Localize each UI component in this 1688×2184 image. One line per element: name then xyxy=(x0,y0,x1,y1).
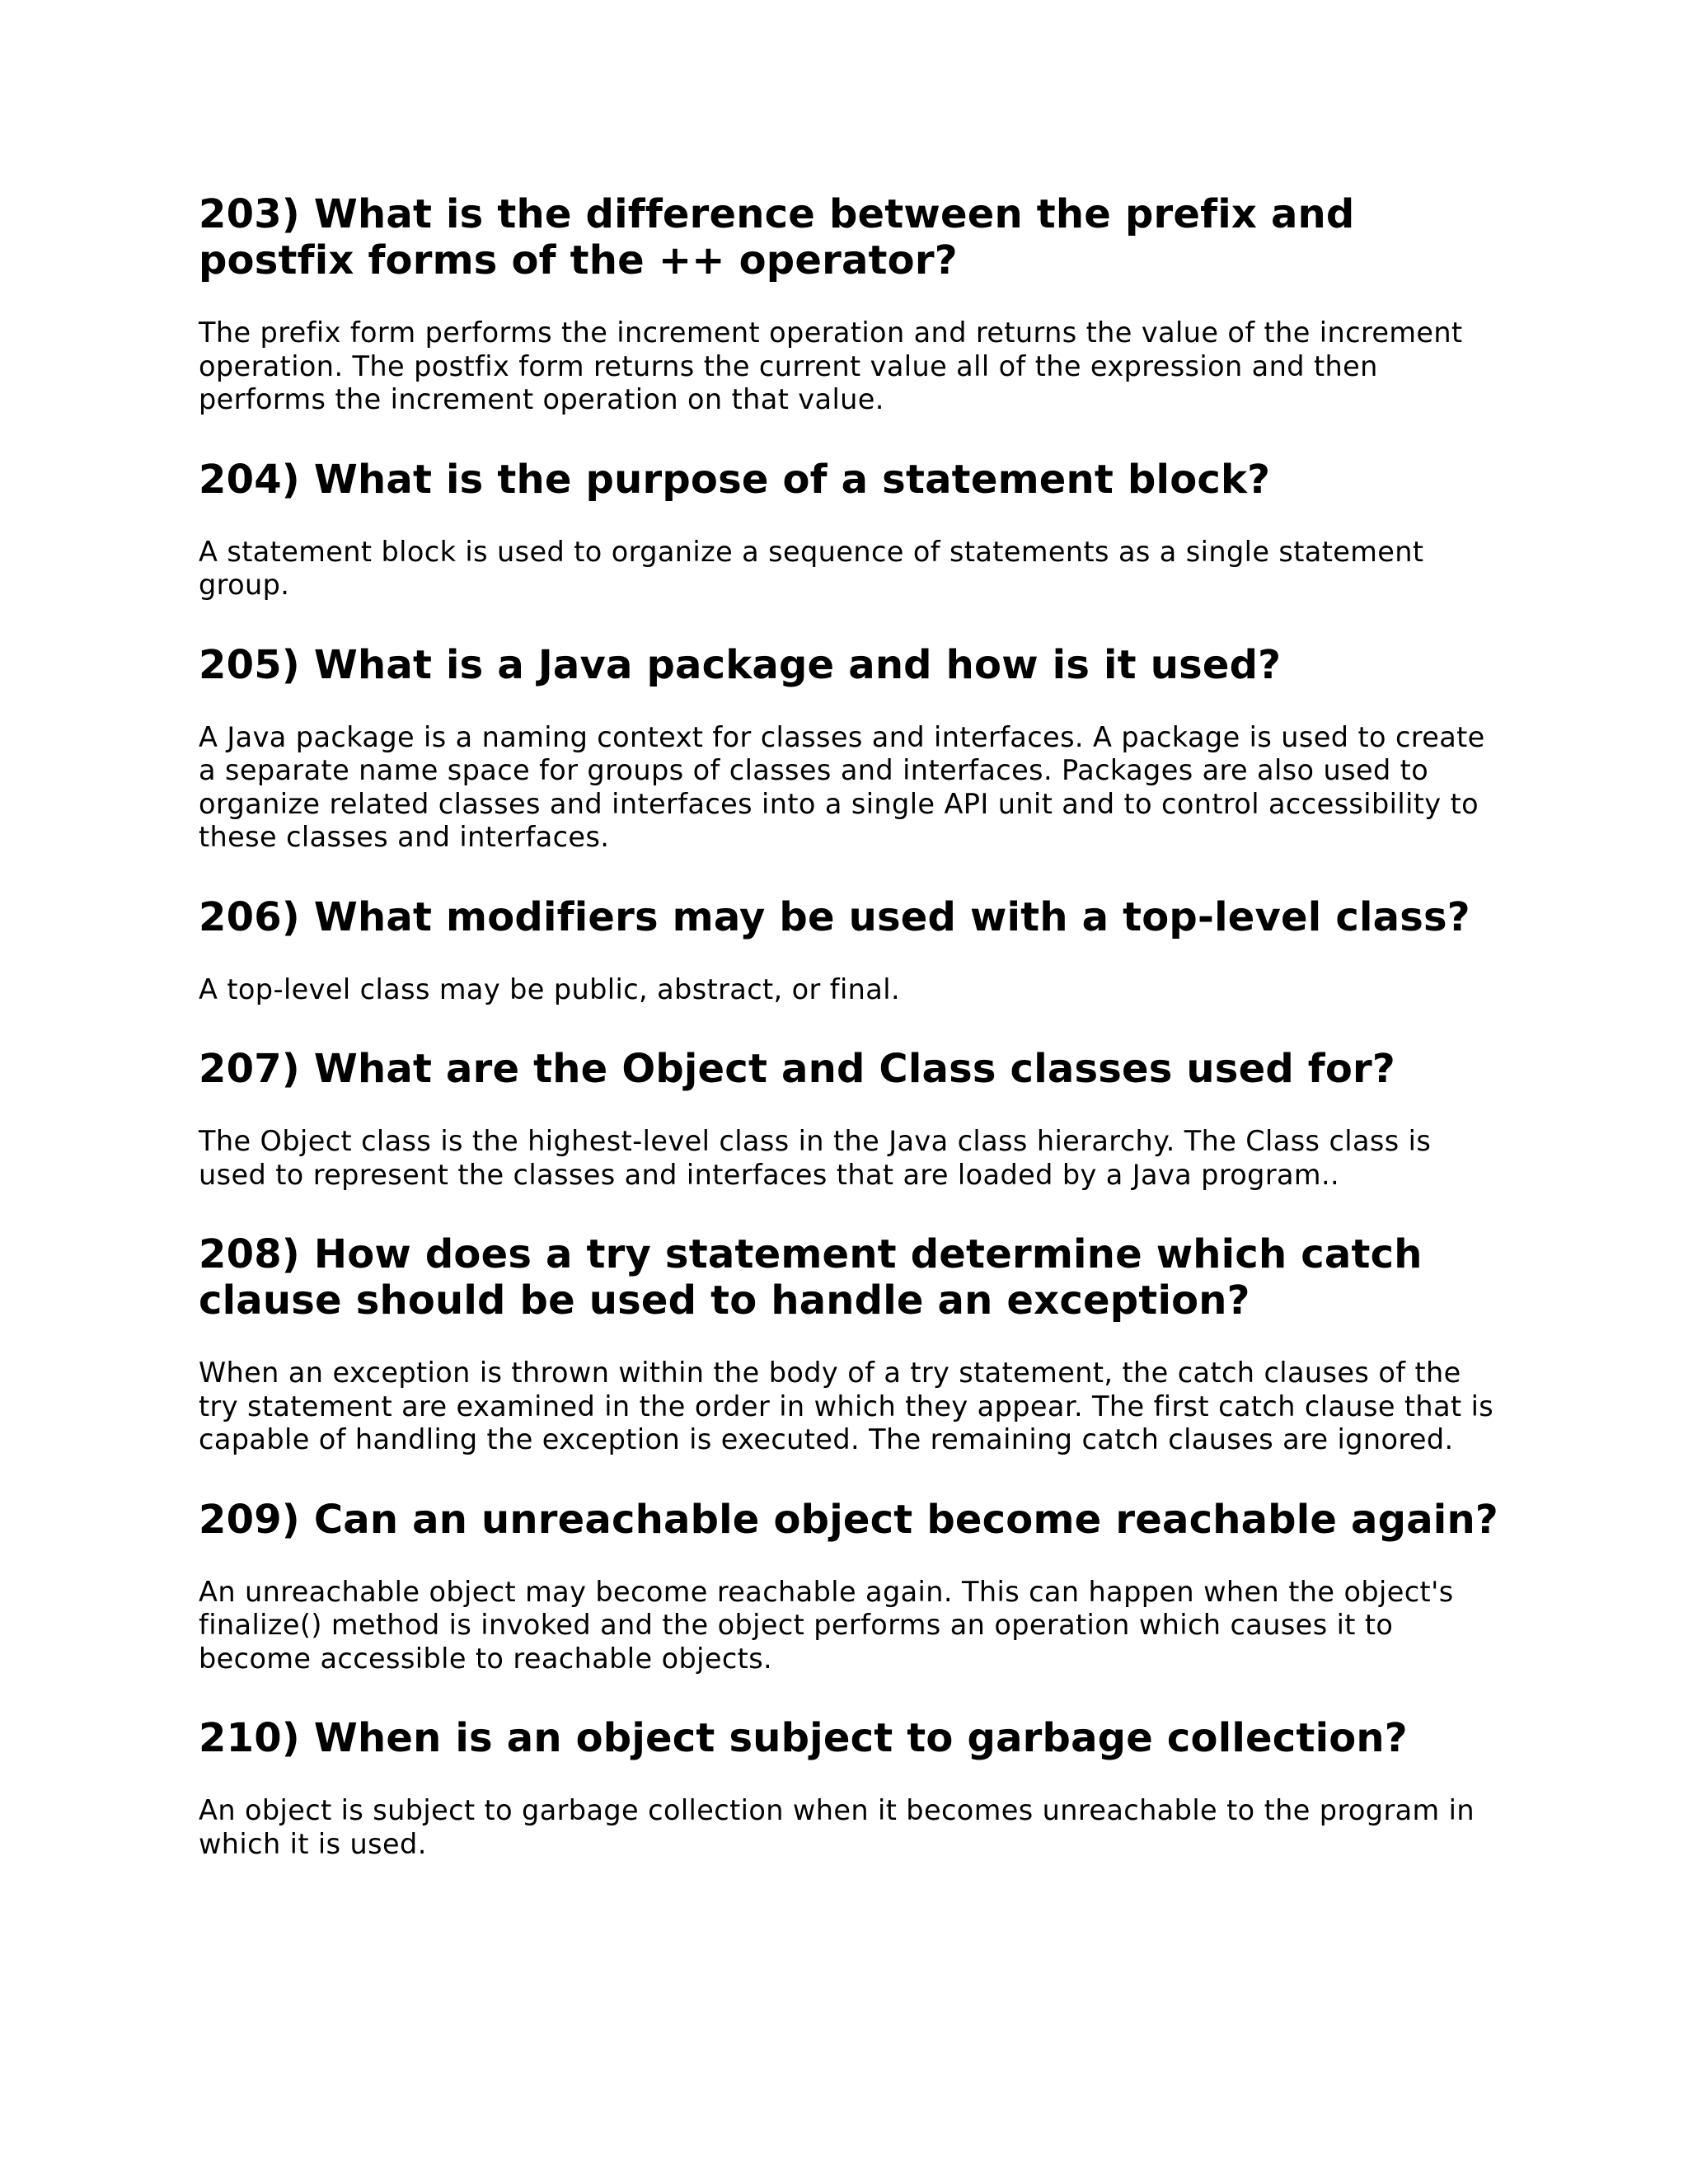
answer-text: When an exception is thrown within the body of a try statement, the catch clauses of the try statement are examined in the order in which they appear. The first catch clause that is capable of handling the exception is executed. The remaining catch clauses are ignored. xyxy=(199,1357,1494,1455)
question-heading: 209) Can an unreachable object become reachable again? xyxy=(199,1496,1498,1543)
question-heading: 208) How does a try statement determine which catch clause should be used to handle an exception? xyxy=(199,1231,1423,1324)
question-heading: 204) What is the purpose of a statement block? xyxy=(199,456,1271,503)
qa-item-205 xyxy=(199,642,1501,855)
answer-text: A statement block is used to organize a sequence of statements as a single statement group. xyxy=(199,535,1424,601)
answer-text: A top-level class may be public, abstract, or final. xyxy=(199,972,900,1005)
document-page xyxy=(199,191,1501,1900)
qa-item-210 xyxy=(199,1715,1501,1861)
question-heading: 206) What modifiers may be used with a top-level class? xyxy=(199,893,1470,940)
qa-item-208 xyxy=(199,1231,1501,1457)
qa-item-204 xyxy=(199,457,1501,602)
question-heading: 207) What are the Object and Class classes used for? xyxy=(199,1046,1395,1092)
question-heading: 210) When is an object subject to garbage collection? xyxy=(199,1715,1408,1761)
qa-item-207 xyxy=(199,1046,1501,1192)
answer-text: An unreachable object may become reachable again. This can happen when the object's finalize() method is invoked and the object performs an operation which causes it to become accessible to reachable objects. xyxy=(199,1575,1454,1675)
question-heading: 205) What is a Java package and how is it used? xyxy=(199,641,1282,688)
answer-text: An object is subject to garbage collection when it becomes unreachable to the program in which it is used. xyxy=(199,1794,1475,1860)
answer-text: The Object class is the highest-level class in the Java class hierarchy. The Class class is used to represent the classes and interfaces that are loaded by a Java program.. xyxy=(199,1125,1432,1191)
qa-item-209 xyxy=(199,1497,1501,1676)
qa-item-206 xyxy=(199,894,1501,1007)
question-heading: 203) What is the difference between the prefix and postfix forms of the ++ operator? xyxy=(199,191,1355,284)
qa-item-203 xyxy=(199,191,1501,417)
answer-text: A Java package is a naming context for classes and interfaces. A package is used to create a separate name space for groups of classes and interfaces. Packages are also used to organize related classes and interfaces into a single API unit and to control accessibility to these classes and interfaces. xyxy=(199,720,1485,853)
answer-text: The prefix form performs the increment operation and returns the value of the increment operation. The postfix form returns the current value all of the expression and then performs the increment operation on that value. xyxy=(199,316,1463,415)
